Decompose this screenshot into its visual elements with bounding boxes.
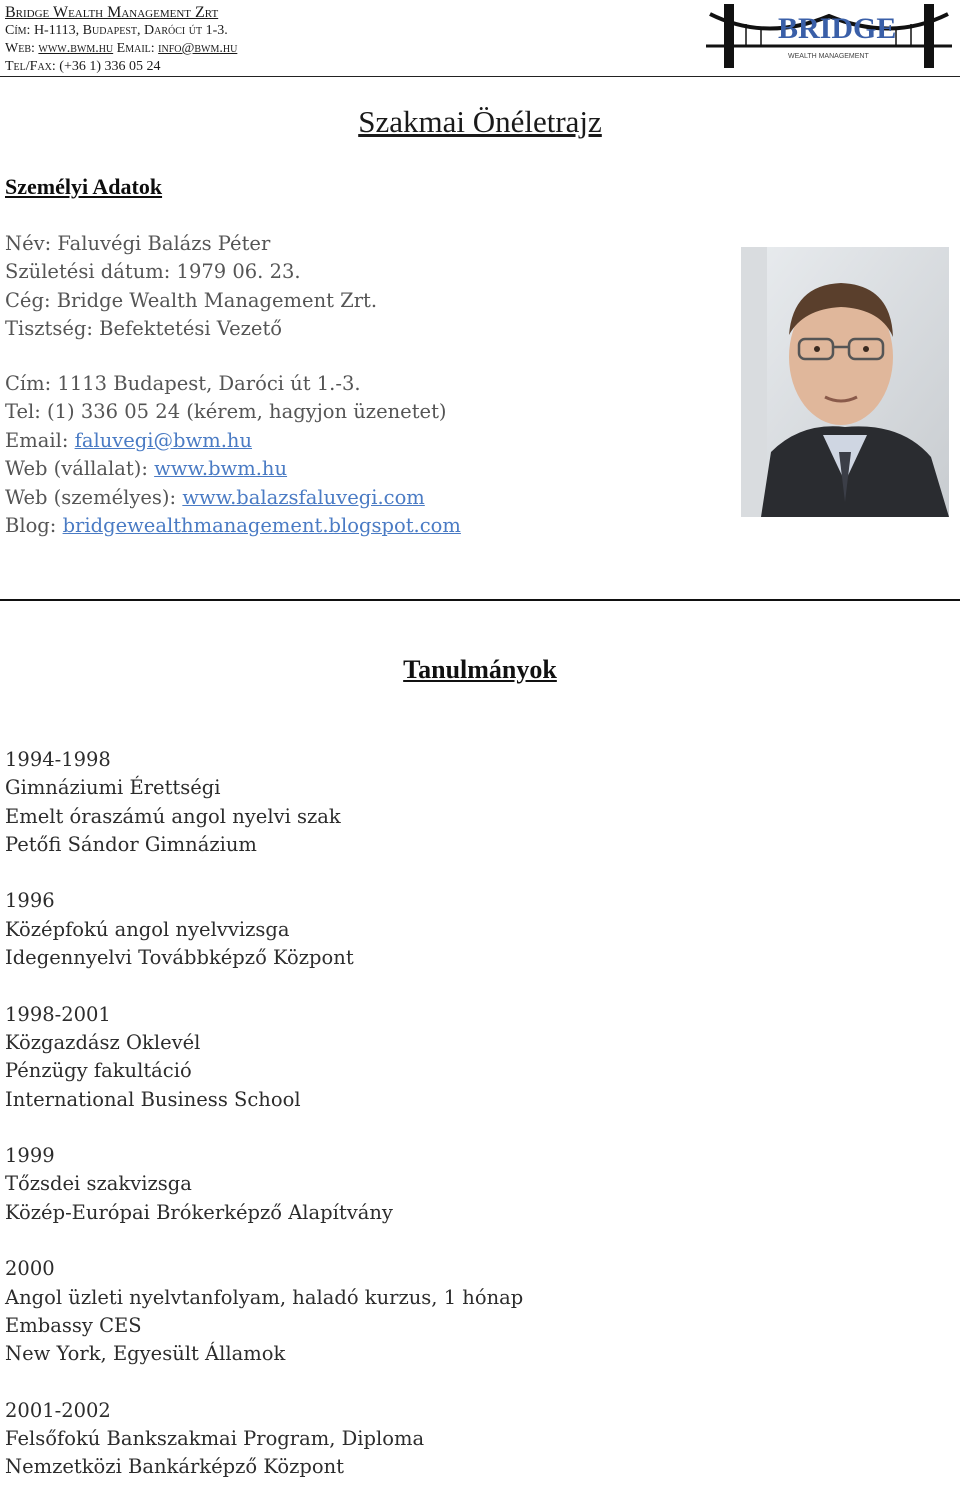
web-label: Web:: [5, 41, 35, 56]
company-telfax: Tel/Fax: (+36 1) 336 05 24: [5, 59, 161, 74]
education-entry: [5, 1142, 523, 1227]
education-year: 1996: [5, 889, 55, 913]
personal-contact: [5, 370, 461, 540]
education-detail: Embassy CES: [5, 1313, 142, 1337]
profile-photo: [741, 247, 949, 517]
position-line: Tisztség: Befektetési Vezető: [5, 317, 283, 341]
education-entry: [5, 746, 523, 859]
email-label: Email:: [116, 41, 155, 56]
personal-heading: Személyi Adatok: [5, 174, 163, 199]
education-detail: Petőfi Sándor Gimnázium: [5, 832, 257, 856]
education-entry: [5, 1001, 523, 1114]
education-heading: Tanulmányok: [403, 655, 557, 684]
document-title: Szakmai Önéletrajz: [358, 104, 602, 139]
blog-link[interactable]: bridgewealthmanagement.blogspot.com: [62, 513, 461, 537]
email-line: Email: faluvegi@bwm.hu: [5, 428, 253, 452]
web-company-line: Web (vállalat): www.bwm.hu: [5, 457, 288, 481]
tel-line: Tel: (1) 336 05 24 (kérem, hagyjon üzenetet): [5, 400, 447, 424]
web-company-link[interactable]: www.bwm.hu: [154, 457, 288, 481]
logo-text: BRIDGE: [778, 12, 897, 45]
web-personal-link[interactable]: www.balazsfaluvegi.com: [182, 485, 425, 509]
birth-line: Születési dátum: 1979 06. 23.: [5, 260, 301, 284]
education-detail: Idegennyelvi Továbbképző Központ: [5, 946, 354, 970]
name-line: Név: Faluvégi Balázs Péter: [5, 232, 271, 255]
education-detail: Tőzsdei szakvizsga: [5, 1172, 192, 1196]
company-contact: [5, 40, 237, 58]
logo-subtext: WEALTH MANAGEMENT: [788, 53, 869, 60]
education-detail: Emelt óraszámú angol nyelvi szak: [5, 804, 341, 828]
company-line: Cég: Bridge Wealth Management Zrt.: [5, 288, 378, 312]
header-divider: [0, 76, 960, 77]
address-line: Cím: 1113 Budapest, Daróci út 1.-3.: [5, 372, 361, 395]
letterhead: [5, 4, 237, 76]
company-email-link[interactable]: info@bwm.hu: [158, 41, 238, 56]
company-name: Bridge Wealth Management Zrt: [5, 4, 219, 21]
education-detail: Pénzügy fakultáció: [5, 1059, 192, 1083]
company-web-link[interactable]: www.bwm.hu: [38, 41, 114, 56]
education-year: 2000: [5, 1257, 55, 1281]
education-detail: International Business School: [5, 1087, 301, 1111]
education-detail: Középfokú angol nyelvvizsga: [5, 917, 290, 941]
web-personal-line: Web (személyes): www.balazsfaluvegi.com: [5, 485, 425, 509]
education-list: [5, 746, 523, 1510]
education-entry: [5, 1255, 523, 1368]
education-detail: Nemzetközi Bankárképző Központ: [5, 1455, 345, 1479]
personal-basic: [5, 230, 377, 344]
company-address: Cím: H-1113, Budapest, Daróci út 1-3.: [5, 23, 228, 38]
education-entry: [5, 887, 523, 972]
education-entry: [5, 1397, 523, 1482]
email-link[interactable]: faluvegi@bwm.hu: [74, 428, 253, 452]
education-detail: New York, Egyesült Államok: [5, 1342, 286, 1366]
section-divider: [0, 599, 960, 601]
education-detail: Közép-Európai Brókerképző Alapítvány: [5, 1200, 393, 1224]
education-detail: Felsőfokú Bankszakmai Program, Diploma: [5, 1427, 425, 1451]
education-year: 1999: [5, 1144, 55, 1168]
education-detail: Közgazdász Oklevél: [5, 1030, 201, 1054]
blog-line: Blog: bridgewealthmanagement.blogspot.com: [5, 513, 461, 537]
education-year: 1998-2001: [5, 1002, 111, 1026]
bridge-logo: [706, 2, 952, 68]
education-year: 1994-1998: [5, 748, 111, 771]
education-year: 2001-2002: [5, 1398, 111, 1422]
education-detail: Angol üzleti nyelvtanfolyam, haladó kurzus, 1 hónap: [5, 1285, 524, 1309]
education-detail: Gimnáziumi Érettségi: [5, 776, 221, 800]
